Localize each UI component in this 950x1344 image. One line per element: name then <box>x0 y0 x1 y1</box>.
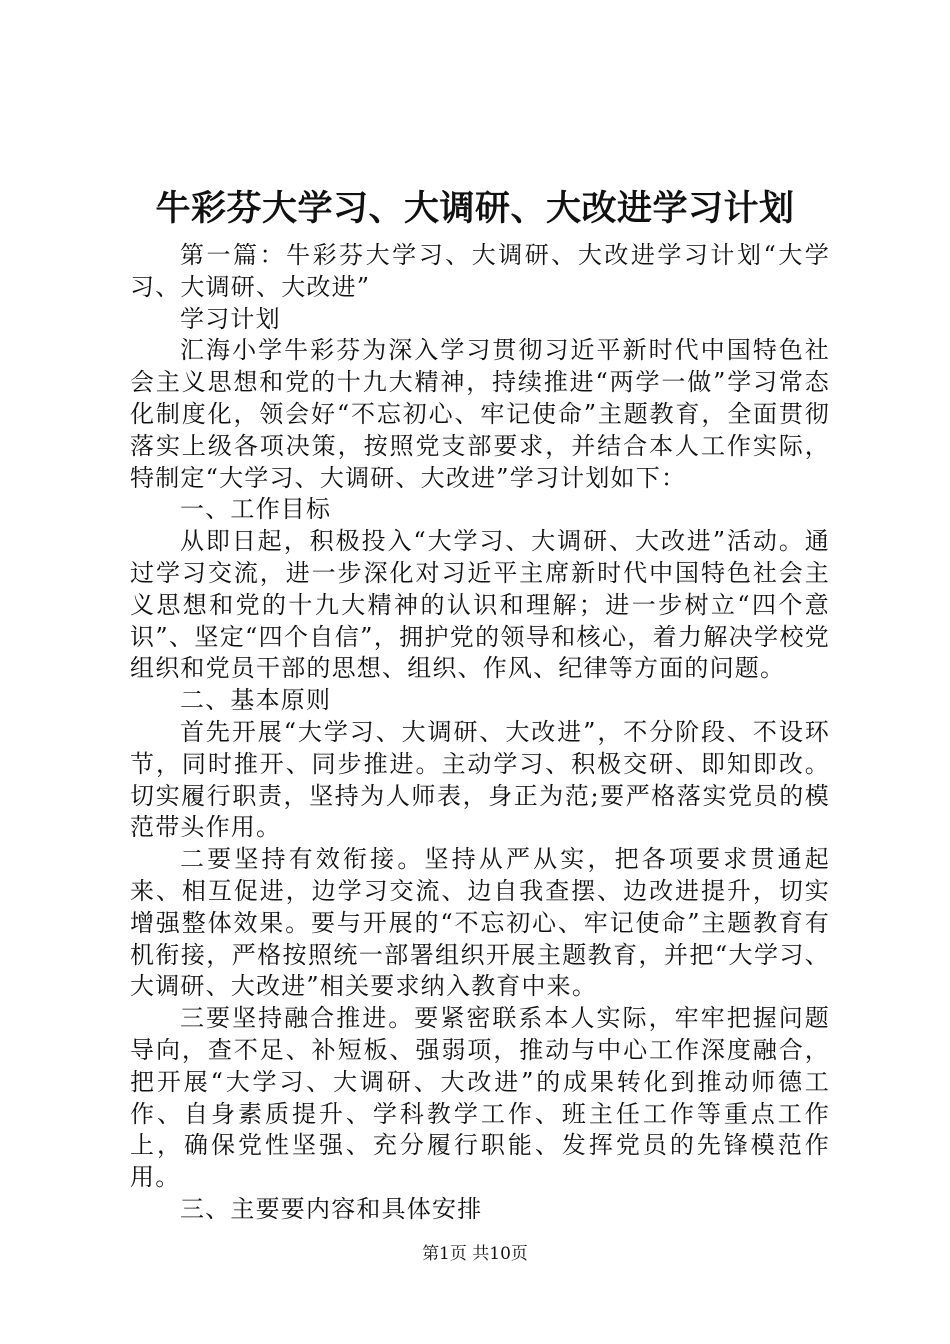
page-number: 第1页 共10页 <box>422 1244 528 1264</box>
paragraph-intro: 第一篇：牛彩芬大学习、大调研、大改进学习计划“大学习、大调研、大改进” <box>130 241 830 301</box>
paragraph-background: 汇海小学牛彩芬为深入学习贯彻习近平新时代中国特色社会主义思想和党的十九大精神，持续推进“两学一做”学习常态化制度化，领会好“不忘初心、牢记使命”主题教育，全面贯彻落实上级各项决策，按照党支部要求，并结合本人工作实际，特制定“大学习、大调研、大改进”学习计划如下： <box>130 336 830 492</box>
section-heading-goals: 一、工作目标 <box>180 495 332 524</box>
paragraph-principle-two: 二要坚持有效衔接。坚持从严从实，把各项要求贯通起来、相互促进，边学习交流、边自我查摆、边改进提升，切实增强整体效果。要与开展的“不忘初心、牢记使命”主题教育有机衔接，严格按照统一部署组织开展主题教育，并把“大学习、大调研、大改进”相关要求纳入教育中来。 <box>130 845 830 1001</box>
section-heading-content: 三、主要要内容和具体安排 <box>180 1194 483 1223</box>
section-heading-principles: 二、基本原则 <box>180 686 332 715</box>
paragraph-goals: 从即日起，积极投入“大学习、大调研、大改进”活动。通过学习交流，进一步深化对习近平主席新时代中国特色社会主义思想和党的十九大精神的认识和理解；进一步树立“四个意识”、坚定“四个自信”，拥护党的领导和核心，着力解决学校党组织和党员干部的思想、组织、作风、纪律等方面的问题。 <box>130 527 830 683</box>
document-body <box>130 240 830 1226</box>
paragraph-principle-three: 三要坚持融合推进。要紧密联系本人实际，牢牢把握问题导向，查不足、补短板、强弱项，推动与中心工作深度融合，把开展“大学习、大调研、大改进”的成果转化到推动师德工作、自身素质提升、学科教学工作、班主任工作等重点工作上，确保党性坚强、充分履行职能、发挥党员的先锋模范作用。 <box>130 1004 830 1192</box>
paragraph-principle-one: 首先开展“大学习、大调研、大改进”，不分阶段、不设环节，同时推开、同步推进。主动学习、积极交研、即知即改。切实履行职责，坚持为人师表，身正为范;要严格落实党员的模范带头作用。 <box>130 717 830 842</box>
paragraph-subtitle: 学习计划 <box>180 304 281 333</box>
document-title: 牛彩芬大学习、大调研、大改进学习计划 <box>155 188 795 229</box>
